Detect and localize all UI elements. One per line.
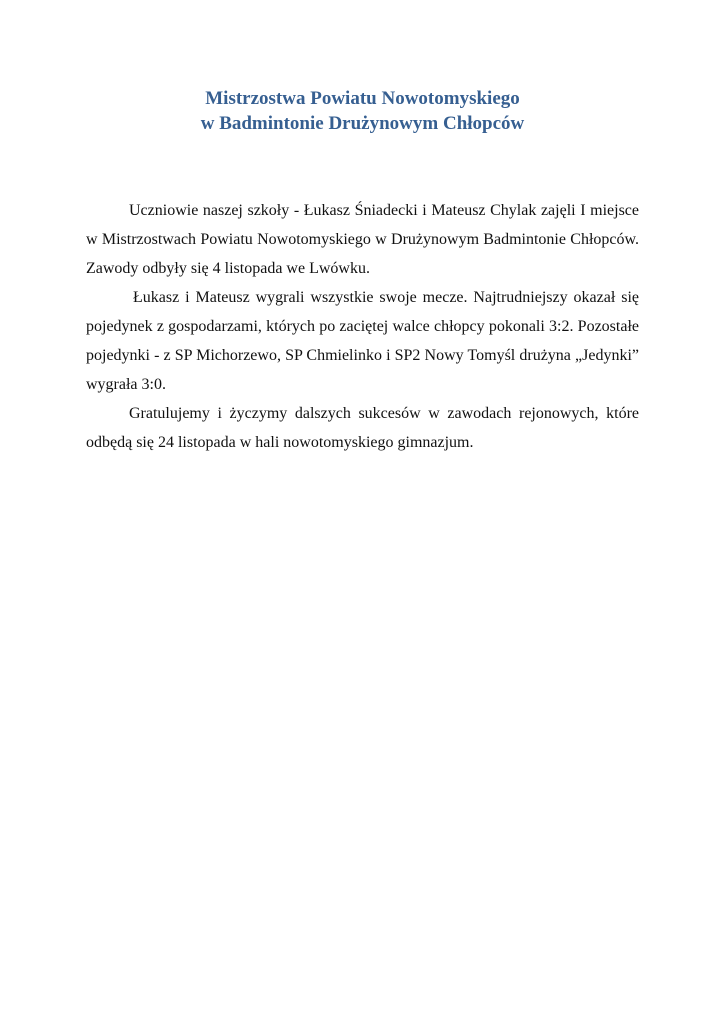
paragraph-results: Uczniowie naszej szkoły - Łukasz Śniadecki i Mateusz Chylak zajęli I miejsce w Mistrzostwach Powiatu Nowotomyskiego w Drużynowym Badmintonie Chłopców. Zawody odbyły się 4 listopada we Lwówku.: [86, 202, 639, 277]
document-body: [86, 196, 639, 457]
paragraph-matches: Łukasz i Mateusz wygrali wszystkie swoje mecze. Najtrudniejszy okazał się pojedynek z gospodarzami, których po zaciętej walce chłopcy pokonali 3:2. Pozostałe pojedynki - z SP Michorzewo, SP Chmielinko i SP2 Nowy Tomyśl drużyna „Jedynki” wygrała 3:0.: [86, 289, 639, 393]
title-line-1: Mistrzostwa Powiatu Nowotomyskiego: [205, 88, 520, 109]
document-title: [0, 86, 725, 136]
paragraph-congratulations: Gratulujemy i życzymy dalszych sukcesów w zawodach rejonowych, które odbędą się 24 listopada w hali nowotomyskiego gimnazjum.: [86, 405, 639, 451]
title-line-2: w Badmintonie Drużynowym Chłopców: [200, 113, 525, 134]
